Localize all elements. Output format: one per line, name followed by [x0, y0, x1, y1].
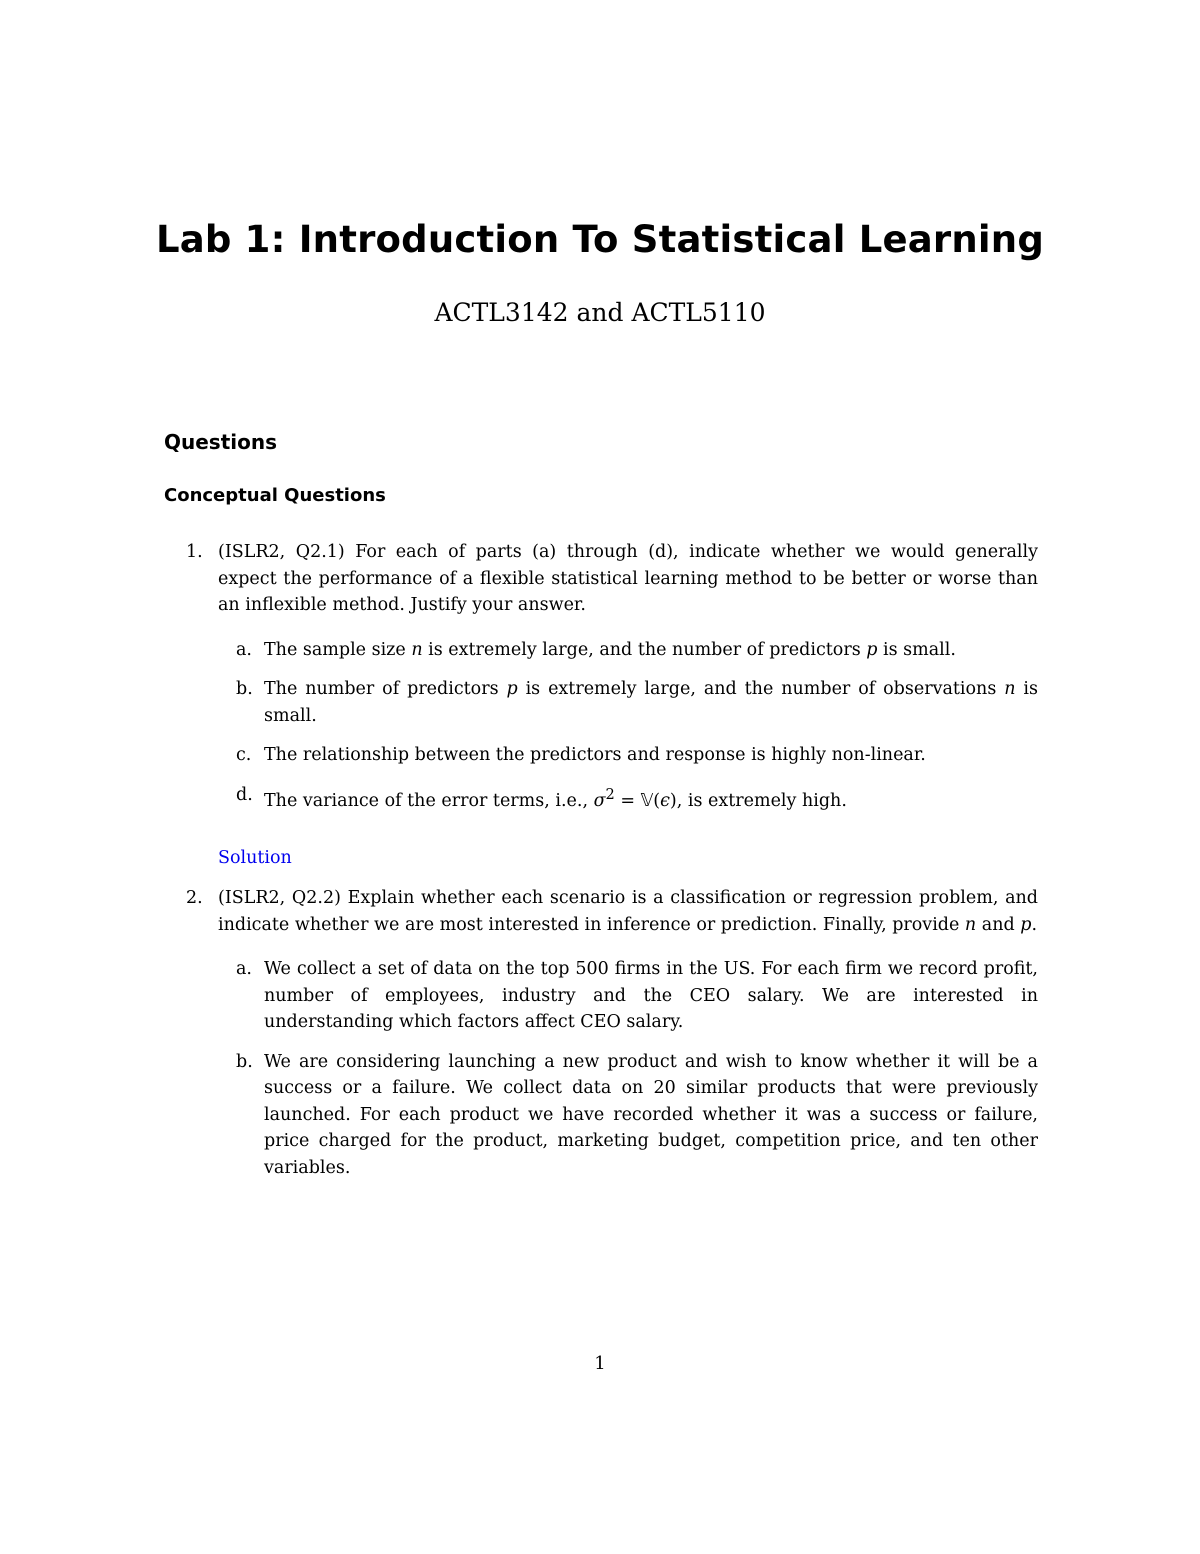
course-codes: ACTL3142 and ACTL5110 — [434, 298, 766, 327]
question-list — [164, 539, 1038, 1194]
solution-link[interactable]: Solution — [218, 847, 292, 868]
question-text: (ISLR2, Q2.2) Explain whether each scenario is a classification or regression problem, and indicate whether we are most interested in inference or prediction. Finally, provide n and p. — [218, 888, 1038, 935]
section-heading: Questions — [164, 430, 278, 454]
sigma-symbol: σ — [593, 790, 606, 811]
epsilon-symbol: ϵ — [660, 790, 670, 811]
page-title: Lab 1: Introduction To Statistical Learning — [155, 218, 1045, 261]
question-number: 1. — [186, 542, 203, 562]
question-part-a: a. We collect a set of data on the top 500 firms in the US. For each firm we record profit, number of employees, industry and the CEO salary. We are interested in understanding which factors affect CEO salary. — [236, 959, 1038, 1033]
question-2 — [164, 885, 1038, 1181]
question-parts — [218, 637, 1038, 814]
question-part-d: d. The variance of the error terms, i.e., $\sigma^2$ = 𝕍(ϵ), is extremely high. — [236, 784, 847, 811]
variance-symbol: 𝕍 — [640, 790, 654, 811]
question-part-a: a. The sample size n is extremely large, and the number of predictors p is small. — [236, 639, 956, 660]
question-1 — [164, 539, 1038, 814]
page-number: 1 — [594, 1353, 606, 1374]
question-parts — [218, 956, 1038, 1181]
subsection-heading: Conceptual Questions — [164, 485, 386, 506]
question-part-c: c. The relationship between the predictors and response is highly non-linear. — [236, 745, 926, 765]
question-text: (ISLR2, Q2.1) For each of parts (a) through (d), indicate whether we would generally expect the performance of a flexible statistical learning method to be better or worse than an inflexible method. Justify your answer. — [218, 542, 1038, 615]
question-number: 2. — [186, 888, 203, 909]
question-part-b: b. The number of predictors p is extremely large, and the number of observations n is small. — [236, 679, 1038, 726]
question-part-b: b. We are considering launching a new product and wish to know whether it will be a success or a failure. We collect data on 20 similar products that were previously launched. For each product we have recorded whether it was a success or failure, price charged for the product, marketing budget, competition price, and ten other variables. — [236, 1051, 1038, 1178]
